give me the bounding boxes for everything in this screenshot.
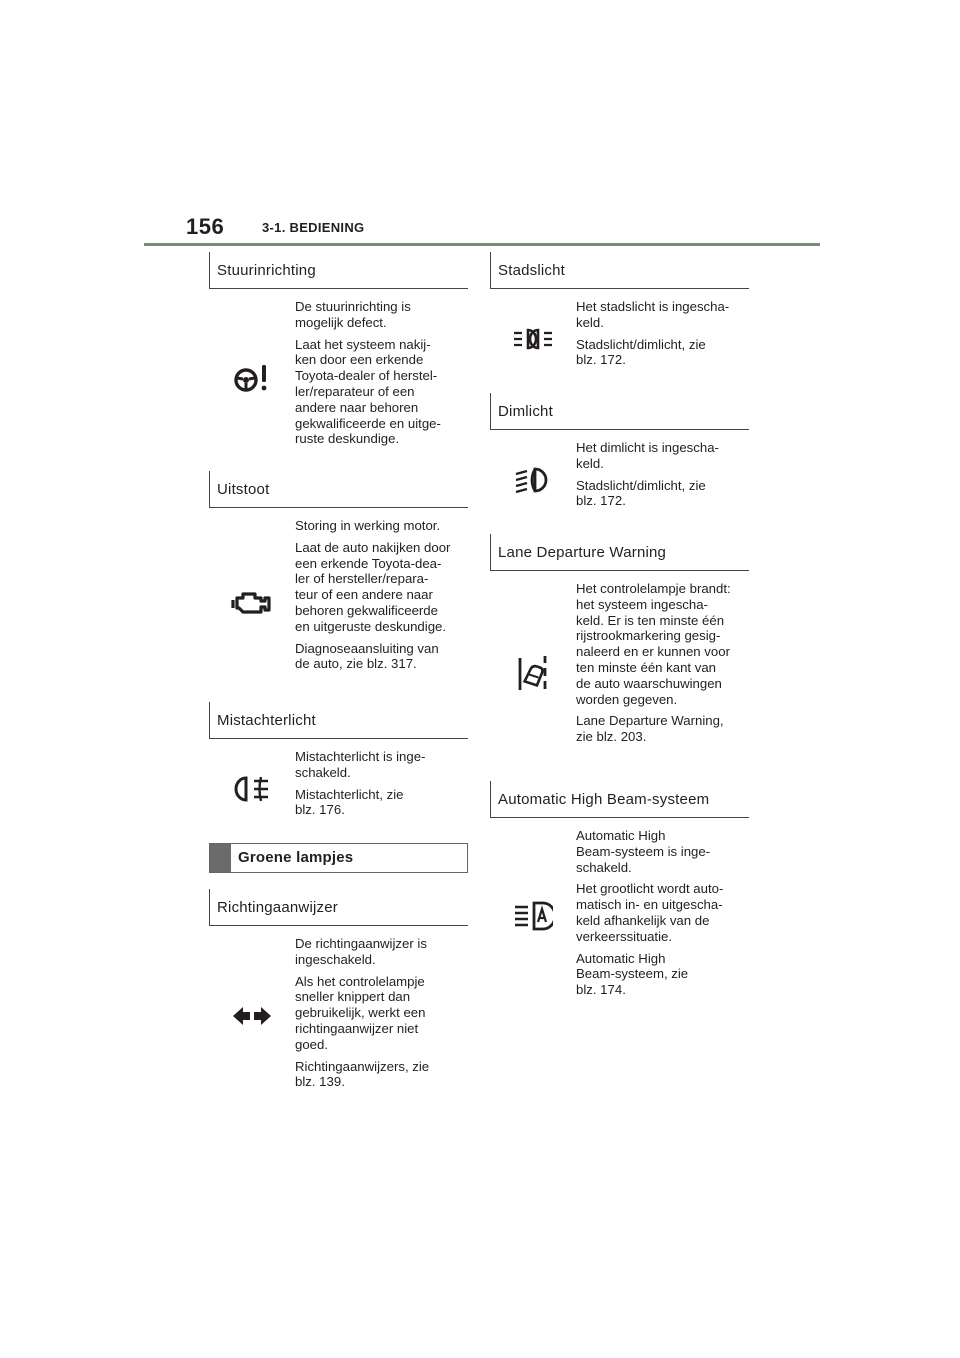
heading-stadslicht — [490, 252, 749, 289]
rear-fog-icon — [232, 774, 272, 804]
page-number: 156 — [186, 214, 225, 239]
engine-icon — [231, 588, 273, 618]
heading-text: Stadslicht — [498, 262, 566, 279]
text: Het grootlicht wordt auto- matisch in- en uitgescha- keld afhankelijk van de verkeerssituatie. — [576, 881, 724, 944]
text: Lane Departure Warning, zie blz. 203. — [576, 713, 724, 745]
text: Richtingaanwijzers, zie blz. 139. — [295, 1058, 430, 1090]
auto-high-beam-icon — [513, 900, 553, 932]
text: Automatic High Beam-systeem, zie blz. 174. — [576, 950, 689, 998]
heading-text: Mistachterlicht — [217, 712, 316, 729]
entry-automatic-high-beam — [490, 828, 749, 1004]
heading-richtingaanwijzer — [209, 889, 468, 926]
text: Mistachterlicht is inge- schakeld. — [295, 749, 426, 780]
right-column — [490, 252, 749, 1018]
section-title: 3-1. BEDIENING — [262, 220, 365, 235]
heading-stuurinrichting — [209, 252, 468, 289]
entry-richtingaanwijzer — [209, 936, 468, 1096]
text: Stadslicht/dimlicht, zie blz. 172. — [576, 336, 706, 368]
parking-light-icon — [512, 326, 554, 352]
heading-bar — [210, 844, 231, 872]
text: Diagnoseaansluiting van de auto, zie blz. 317. — [295, 640, 439, 672]
entry-stadslicht — [490, 299, 749, 379]
heading-text: Stuurinrichting — [217, 262, 316, 279]
text: Mistachterlicht, zie blz. 176. — [295, 786, 404, 818]
text: Het controlelampje brandt: het systeem ingescha- keld. Er is ten minste één rijstrookmarkering gesig- naleerd en er kunnen voor ten minste één kant van de auto waarschuwingen worden gegeven. — [576, 581, 731, 707]
heading-text: Groene lampjes — [238, 849, 354, 866]
heading-automatic-high-beam — [490, 781, 749, 818]
heading-text: Richtingaanwijzer — [217, 899, 338, 916]
entry-mistachterlicht — [209, 749, 468, 829]
text: De stuurinrichting is mogelijk defect. — [295, 299, 411, 330]
heading-text: Uitstoot — [217, 481, 270, 498]
entry-dimlicht — [490, 440, 749, 520]
lane-departure-icon — [516, 654, 550, 694]
heading-text: Automatic High Beam-systeem — [498, 791, 710, 808]
heading-text: Lane Departure Warning — [498, 544, 667, 561]
heading-text: Dimlicht — [498, 403, 553, 420]
heading-groene-lampjes — [209, 843, 468, 873]
heading-lane-departure-warning — [490, 534, 749, 571]
text: De richtingaanwijzer is ingeschakeld. — [295, 936, 427, 967]
text: Laat de auto nakijken door een erkende Toyota-dea- ler of hersteller/repara- teur of een andere naar behoren gekwalificeerde en uitgeruste deskundige. — [295, 539, 451, 634]
text: Storing in werking motor. — [295, 518, 441, 533]
entry-lane-departure-warning — [490, 581, 749, 767]
heading-uitstoot — [209, 471, 468, 508]
heading-mistachterlicht — [209, 702, 468, 739]
text: Het stadslicht is ingescha- keld. — [576, 299, 730, 330]
turn-signal-icon — [231, 1003, 273, 1029]
entry-stuurinrichting — [209, 299, 468, 457]
text: Automatic High Beam-systeem is inge- schakeld. — [576, 828, 711, 875]
heading-dimlicht — [490, 393, 749, 430]
text: Het dimlicht is ingescha- keld. — [576, 440, 719, 471]
steering-warning-icon — [232, 361, 272, 395]
text: Laat het systeem nakij- ken door een erkende Toyota-dealer of herstel- ler/reparateur of een andere naar behoren gekwalificeerde en uitge- ruste deskundige. — [295, 336, 441, 447]
text: Stadslicht/dimlicht, zie blz. 172. — [576, 477, 706, 509]
entry-uitstoot — [209, 518, 468, 688]
left-column — [209, 252, 468, 1110]
header-rule — [144, 243, 820, 246]
text: Als het controlelampje sneller knippert dan gebruikelijk, werkt een richtingaanwijzer niet goed. — [295, 973, 426, 1052]
low-beam-icon — [513, 465, 553, 495]
